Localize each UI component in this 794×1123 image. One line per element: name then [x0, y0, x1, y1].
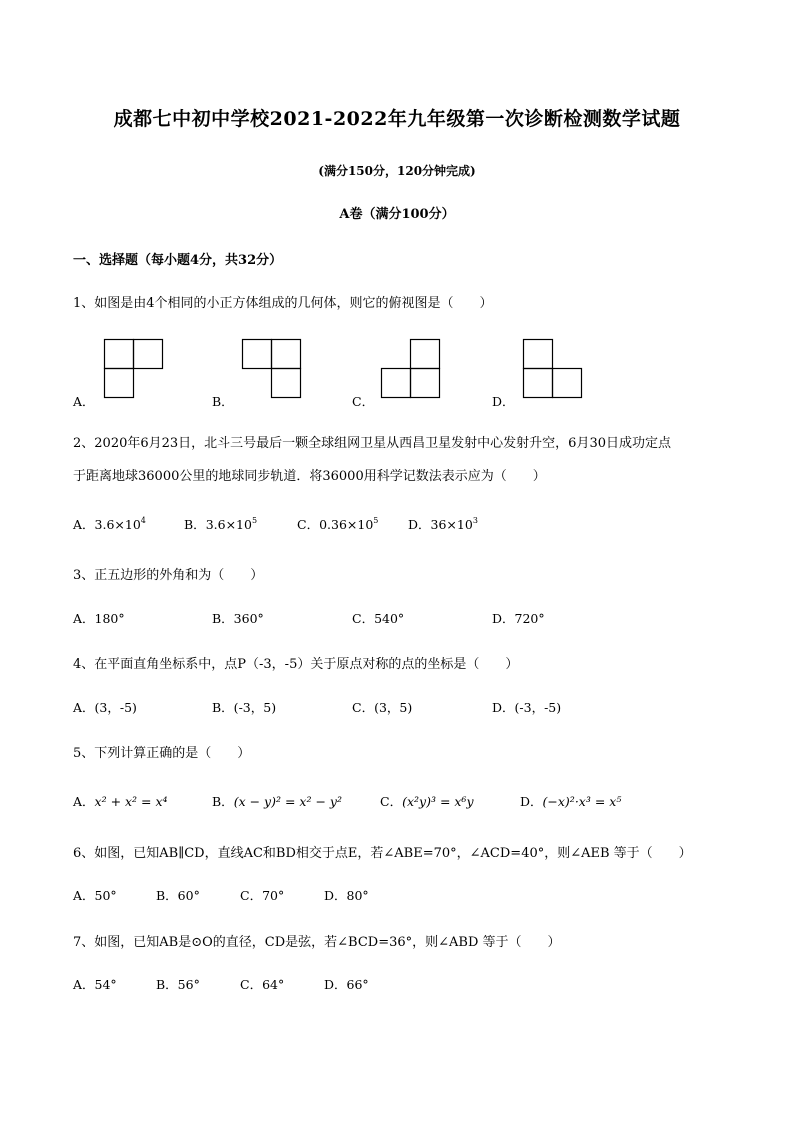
- q1-option-c-label: C．: [352, 394, 375, 409]
- q6-option-d: D．80°: [324, 888, 369, 903]
- part-heading: A卷（满分100分）: [339, 207, 455, 222]
- q1-option-a-label: A．: [73, 394, 95, 409]
- q7-option-b: B．56°: [156, 977, 200, 992]
- q2-stem-line-2: 于距离地球36000公里的地球同步轨道．将36000用科学记数法表示应为（ ）: [73, 469, 546, 484]
- q2-option-d: D．$36\times 10^3$: [408, 516, 478, 532]
- q1-option-c-figure: [381, 339, 441, 399]
- q3-option-d: D．720°: [492, 611, 545, 626]
- q1-option-b-figure: [242, 339, 302, 399]
- q7-option-a: A．54°: [73, 977, 117, 992]
- q3-option-c: C．540°: [352, 611, 405, 626]
- q4-option-a: A．(3，-5): [73, 700, 137, 715]
- q2-stem-line-1: 2、2020年6月23日，北斗三号最后一颗全球组网卫星从西昌卫星发射中心发射升空，6月30日成功定点: [73, 436, 671, 451]
- q4-option-b: B．(-3，5): [212, 700, 277, 715]
- q1-option-d-figure: [523, 339, 583, 399]
- q3-stem: 3、正五边形的外角和为（ ）: [73, 568, 264, 583]
- q1-option-a-figure: [104, 339, 164, 399]
- q4-stem: 4、在平面直角坐标系中，点P（-3，-5）关于原点对称的点的坐标是（ ）: [73, 657, 519, 672]
- q3-option-a: A．180°: [73, 611, 125, 626]
- exam-title: 成都七中初中学校2021-2022年九年级第一次诊断检测数学试题: [113, 108, 681, 130]
- q5-option-a: A．x² + x² = x⁴: [73, 794, 168, 809]
- q5-stem: 5、下列计算正确的是（ ）: [73, 746, 251, 761]
- section-heading: 一、选择题（每小题4分，共32分）: [73, 253, 283, 268]
- q4-option-c: C．(3，5): [352, 700, 413, 715]
- q6-option-b: B．60°: [156, 888, 200, 903]
- q2-option-b: B．$3.6\times 10^5$: [184, 516, 258, 532]
- q2-option-a: A．$3.6\times 10^4$: [73, 516, 146, 532]
- exam-subtitle: (满分150分，120分钟完成): [318, 164, 476, 178]
- q6-stem: 6、如图，已知AB∥CD，直线AC和BD相交于点E，若∠ABE=70°，∠ACD=40°，则∠AEB 等于（ ）: [73, 846, 692, 861]
- q7-stem: 7、如图，已知AB是⊙O的直径，CD是弦，若∠BCD=36°，则∠ABD 等于（ ）: [73, 935, 561, 950]
- q5-option-d: D．(−x)²·x³ = x⁵: [520, 794, 622, 809]
- q1-option-b-label: B．: [212, 394, 234, 409]
- q6-option-c: C．70°: [240, 888, 285, 903]
- q5-option-c: C．(x²y)³ = x⁶y: [380, 794, 474, 809]
- q6-option-a: A．50°: [73, 888, 117, 903]
- q1-option-d-label: D．: [492, 394, 515, 409]
- q5-option-b: B．(x − y)² = x² − y²: [212, 794, 342, 809]
- q7-option-d: D．66°: [324, 977, 369, 992]
- q7-option-c: C．64°: [240, 977, 285, 992]
- q4-option-d: D．(-3，-5): [492, 700, 562, 715]
- q1-stem: 1、如图是由4个相同的小正方体组成的几何体，则它的俯视图是（ ）: [73, 296, 493, 311]
- q3-option-b: B．360°: [212, 611, 264, 626]
- q2-option-c: C．$0.36\times 10^5$: [297, 516, 379, 532]
